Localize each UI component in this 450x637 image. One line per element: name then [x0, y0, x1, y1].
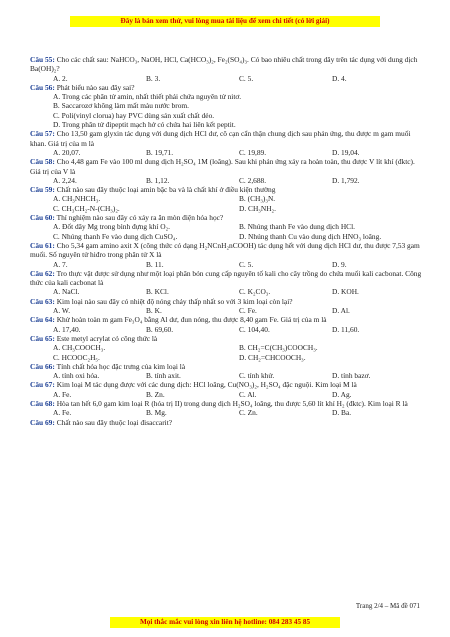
- question-65: [30, 334, 425, 362]
- option-a: A. 2,24.: [53, 175, 77, 185]
- option-a: A. CH₃NHCH₃.: [53, 194, 101, 204]
- option-c: C. 19,89.: [239, 147, 267, 157]
- option-a: A. Fe.: [53, 389, 72, 399]
- hotline-banner: Mọi thắc mắc vui lòng xin liên hệ hotline: 084 283 45 85: [110, 617, 340, 628]
- option-c: C. 2,688.: [239, 175, 267, 185]
- option-c: C. Fe.: [239, 306, 257, 316]
- question-61: [30, 241, 425, 269]
- question-number: Câu 62:: [30, 268, 55, 278]
- option-b: B. 19,71.: [146, 147, 174, 157]
- question-text: Cho 4,48 gam Fe vào 100 ml dung dịch H₂SO₄ 1M (loãng). Sau khi phản ứng xảy ra hoàn toàn, thu được V lít khí (đktc). Giá trị của V là: [30, 157, 415, 176]
- option-d: D. 19,04.: [332, 147, 360, 157]
- option-a: A. 2.: [53, 73, 68, 83]
- option-d: D. CH₃NH₂.: [239, 203, 276, 213]
- question-text: Tro thực vật được sử dụng như một loại phân bón cung cấp nguyên tố kali cho cây trồng do chứa muối kali cacbonat. Công thức của kali cacbonat là: [30, 268, 422, 288]
- question-text: Cho 5,34 gam amino axit X (công thức có dạng H₂NCnH₂nCOOH) tác dụng hết với dung dịch HCl dư, thu được 7,53 gam muối. Số nguyên tử hiđro trong phân tử X là: [30, 240, 420, 260]
- question-number: Câu 68:: [30, 398, 55, 408]
- question-text: Cho 13,50 gam glyxin tác dụng với dung dịch HCl dư, cô cạn cẩn thận chung dịch sau phản ứng, thu được m gam muối khan. Giá trị của m là: [30, 129, 411, 148]
- option-d: D. Ba.: [332, 408, 352, 418]
- option-a: A. tính oxi hóa.: [53, 371, 100, 381]
- question-text: Kim loại M tác dụng được với các dung dịch: HCl loãng, Cu(NO₃)₂, H₂SO₄ đặc nguội. Kim loại M là: [56, 380, 357, 390]
- option-c: C. Al.: [239, 389, 257, 399]
- option-b: B. Zn.: [146, 389, 165, 399]
- option-b: B. 3.: [146, 73, 161, 83]
- page-footer: Trang 2/4 – Mã đề 071: [355, 602, 420, 610]
- option-d: D. 1,792.: [332, 175, 360, 185]
- question-69: [30, 418, 425, 427]
- question-text: Tính chất hóa học đặc trưng của kim loại là: [56, 361, 186, 371]
- question-number: Câu 55:: [30, 55, 55, 64]
- option-b: B. K.: [146, 306, 162, 316]
- question-text: Este metyl acrylat có công thức là: [56, 333, 158, 343]
- question-text: Chất nào sau đây thuộc loại amin bậc ba và là chất khí ở điều kiện thường: [56, 185, 276, 195]
- question-59: [30, 185, 425, 213]
- option-b: B. Nhúng thanh Fe vào dung dịch HCl.: [239, 222, 355, 232]
- question-number: Câu 59:: [30, 185, 55, 195]
- question-list: [30, 55, 425, 427]
- question-text: Cho các chất sau: NaHCO₃, NaOH, HCl, Ca(HCO₃)₂, Fe₂(SO₄)₃. Có bao nhiêu chất trong dãy trên tác dụng với dung dịch Ba(OH)₂?: [30, 55, 418, 74]
- question-number: Câu 64:: [30, 315, 55, 325]
- option-a: A. W.: [53, 306, 71, 316]
- question-number: Câu 61:: [30, 240, 55, 250]
- question-number: Câu 58:: [30, 157, 55, 167]
- option-b: B. KCl.: [146, 287, 169, 297]
- question-text: Thí nghiệm nào sau đây có xảy ra ăn mòn điện hóa học?: [56, 213, 224, 223]
- option-b: B. tính axit.: [146, 371, 181, 381]
- option-d: D. Al.: [332, 306, 350, 316]
- question-text: Chất nào sau đây thuộc loại đisaccarit?: [56, 417, 173, 427]
- option-c: C. 5.: [239, 259, 254, 269]
- question-57: [30, 129, 425, 157]
- question-68: [30, 399, 425, 418]
- question-text: Kim loại nào sau đây có nhiệt độ nóng chảy thấp nhất so với 3 kim loại còn lại?: [56, 296, 293, 306]
- question-text: Phát biểu nào sau đây sai?: [56, 82, 135, 92]
- question-58: [30, 157, 425, 185]
- option-c: C. HCOOC₂H₅.: [53, 352, 100, 362]
- option-c: C. CH₃CH₂-N-(CH₃)₂.: [53, 203, 120, 213]
- question-number: Câu 63:: [30, 296, 55, 306]
- question-text: Hòa tan hết 6,0 gam kim loại R (hóa trị II) trong dung dịch H₂SO₄ loãng, thu được 5,60 lít khí H₂ (đktc). Kim loại R là: [56, 398, 408, 408]
- question-64: [30, 315, 425, 334]
- option-d: D. tính bazơ.: [332, 371, 371, 381]
- option-c: C. K₂CO₃.: [239, 287, 271, 297]
- option-a: A. NaCl.: [53, 287, 80, 297]
- question-number: Câu 66:: [30, 361, 55, 371]
- option-d: D. CH₂=CHCOOCH₃.: [239, 352, 306, 362]
- option-a: A. 17,40.: [53, 324, 81, 334]
- question-number: Câu 67:: [30, 380, 55, 390]
- option-a: A. Trong các phân tử amin, nhất thiết phải chứa nguyên tử nitơ.: [53, 92, 242, 102]
- question-text: Khử hoàn toàn m gam Fe₃O₄ bằng Al dư, đun nóng, thu được 8,40 gam Fe. Giá trị của m là: [56, 315, 327, 325]
- option-b: B. Saccarozơ không làm mất màu nước brom.: [53, 101, 189, 111]
- question-63: [30, 297, 425, 316]
- option-a: A. 7.: [53, 259, 68, 269]
- option-d: D. Ag.: [332, 389, 352, 399]
- option-c: C. Zn.: [239, 408, 258, 418]
- option-b: B. CH₂=C(CH₃)COOCH₃.: [239, 343, 318, 353]
- question-67: [30, 380, 425, 399]
- question-number: Câu 69:: [30, 417, 55, 427]
- question-56: [30, 83, 425, 129]
- option-a: A. Fe.: [53, 408, 72, 418]
- option-c: C. tính khử.: [239, 371, 275, 381]
- option-a: A. CH₃COOCH₃.: [53, 343, 106, 353]
- option-b: B. Mg.: [146, 408, 167, 418]
- question-66: [30, 362, 425, 381]
- option-c: C. 5.: [239, 73, 254, 83]
- option-d: D. Nhúng thanh Cu vào dung dịch HNO₃ loãng.: [239, 231, 382, 241]
- option-b: B. (CH₃)₃N.: [239, 194, 276, 204]
- option-b: B. 11.: [146, 259, 164, 269]
- question-55: [30, 55, 425, 83]
- option-a: A. Đốt dây Mg trong bình đựng khí O₂.: [53, 222, 171, 232]
- option-c: C. Poli(vinyl clorua) hay PVC dùng sản xuất chất dẻo.: [53, 110, 215, 120]
- option-c: C. 104,40.: [239, 324, 270, 334]
- question-number: Câu 56:: [30, 82, 55, 92]
- option-d: D. KOH.: [332, 287, 359, 297]
- question-number: Câu 65:: [30, 333, 55, 343]
- preview-banner: Đây là bản xem thử, vui lòng mua tài liệu để xem chi tiết (có lời giải): [70, 16, 380, 27]
- option-d: D. Trong phân tử đipeptit mạch hở có chứa hai liên kết peptit.: [53, 120, 236, 130]
- option-d: D. 11,60.: [332, 324, 360, 334]
- option-b: B. 69,60.: [146, 324, 174, 334]
- option-b: B. 1,12.: [146, 175, 170, 185]
- question-number: Câu 57:: [30, 129, 55, 139]
- option-c: C. Nhúng thanh Fe vào dung dịch CuSO₄.: [53, 231, 178, 241]
- option-d: D. 9.: [332, 259, 347, 269]
- question-60: [30, 213, 425, 241]
- option-a: A. 20,07.: [53, 147, 81, 157]
- option-d: D. 4.: [332, 73, 347, 83]
- question-number: Câu 60:: [30, 213, 55, 223]
- question-62: [30, 269, 425, 297]
